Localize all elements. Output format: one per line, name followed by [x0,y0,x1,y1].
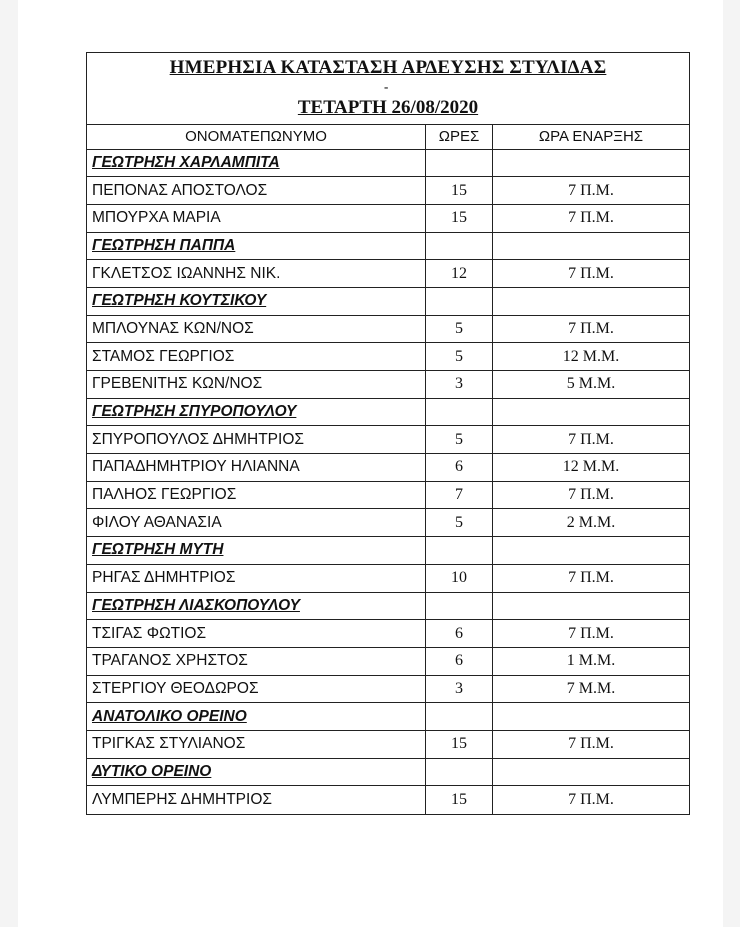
person-name: ΤΡΑΓΑΝΟΣ ΧΡΗΣΤΟΣ [87,647,426,675]
person-name: ΓΚΛΕΤΣΟΣ ΙΩΑΝΝΗΣ ΝΙΚ. [87,260,426,288]
table-row [87,786,689,814]
table-row [87,371,689,399]
title-dash: - [384,79,389,94]
start-time-cell: 7 Π.Μ. [493,564,690,592]
person-name: ΜΠΟΥΡΧΑ ΜΑΡΙΑ [87,204,426,232]
table-row [87,509,689,537]
start-time-cell: 7 Π.Μ. [493,177,690,205]
borehole-group-name: ΓΕΩΤΡΗΣΗ ΠΑΠΠΑ [87,232,426,260]
group-row [87,703,689,731]
hours-cell: 5 [426,509,493,537]
person-name: ΣΠΥΡΟΠΟΥΛΟΣ ΔΗΜΗΤΡΙΟΣ [87,426,426,454]
hours-cell: 5 [426,426,493,454]
start-time-cell: 7 Π.Μ. [493,315,690,343]
start-time-cell: 12 Μ.Μ. [493,454,690,482]
start-time-cell: 7 Π.Μ. [493,620,690,648]
person-name: ΣΤΑΜΟΣ ΓΕΩΡΓΙΟΣ [87,343,426,371]
table-row [87,343,689,371]
hours-cell: 6 [426,454,493,482]
hours-cell [426,398,493,426]
start-time-cell: 2 Μ.Μ. [493,509,690,537]
borehole-group-name: ΓΕΩΤΡΗΣΗ ΣΠΥΡΟΠΟΥΛΟΥ [87,398,426,426]
hours-cell [426,758,493,786]
table-row [87,426,689,454]
start-time-cell: 7 Π.Μ. [493,204,690,232]
hours-cell: 5 [426,343,493,371]
document-page [18,0,723,927]
document-title: ΗΜΕΡΗΣΙΑ ΚΑΤΑΣΤΑΣΗ ΑΡΔΕΥΣΗΣ ΣΤΥΛΙΔΑΣ [169,57,607,78]
borehole-group-name: ΔΥΤΙΚΟ ΟΡΕΙΝΟ [87,758,426,786]
table-row [87,260,689,288]
hours-cell: 10 [426,564,493,592]
group-row [87,232,689,260]
hours-cell [426,537,493,565]
hours-cell: 15 [426,177,493,205]
group-row [87,398,689,426]
start-time-cell [493,232,690,260]
title-block [87,53,689,125]
start-time-cell: 12 Μ.Μ. [493,343,690,371]
group-row [87,758,689,786]
hours-cell: 6 [426,620,493,648]
borehole-group-name: ΓΕΩΤΡΗΣΗ ΚΟΥΤΣΙΚΟΥ [87,287,426,315]
start-time-cell [493,149,690,177]
table-row [87,564,689,592]
start-time-cell: 7 Π.Μ. [493,426,690,454]
start-time-cell: 7 Μ.Μ. [493,675,690,703]
start-time-cell [493,398,690,426]
schedule-table [87,125,689,814]
person-name: ΡΗΓΑΣ ΔΗΜΗΤΡΙΟΣ [87,564,426,592]
hours-cell: 15 [426,786,493,814]
person-name: ΠΑΠΑΔΗΜΗΤΡΙΟΥ ΗΛΙΑΝΝΑ [87,454,426,482]
table-body [87,149,689,814]
person-name: ΓΡΕΒΕΝΙΤΗΣ ΚΩΝ/ΝΟΣ [87,371,426,399]
table-row [87,315,689,343]
hours-cell [426,287,493,315]
irrigation-schedule-sheet [86,52,690,815]
table-row [87,454,689,482]
group-row [87,149,689,177]
table-row [87,177,689,205]
person-name: ΤΣΙΓΑΣ ΦΩΤΙΟΣ [87,620,426,648]
start-time-cell: 5 Μ.Μ. [493,371,690,399]
header-hours: ΩΡΕΣ [426,125,493,149]
group-row [87,537,689,565]
start-time-cell: 7 Π.Μ. [493,730,690,758]
start-time-cell [493,758,690,786]
table-row [87,620,689,648]
group-row [87,592,689,620]
group-row [87,287,689,315]
borehole-group-name: ΓΕΩΤΡΗΣΗ ΧΑΡΛΑΜΠΙΤΑ [87,149,426,177]
header-start-time: ΩΡΑ ΕΝΑΡΞΗΣ [493,125,690,149]
start-time-cell [493,537,690,565]
start-time-cell [493,287,690,315]
person-name: ΜΠΛΟΥΝΑΣ ΚΩΝ/ΝΟΣ [87,315,426,343]
document-date: ΤΕΤΑΡΤΗ 26/08/2020 [297,97,479,118]
start-time-cell: 7 Π.Μ. [493,481,690,509]
person-name: ΤΡΙΓΚΑΣ ΣΤΥΛΙΑΝΟΣ [87,730,426,758]
hours-cell: 12 [426,260,493,288]
hours-cell: 7 [426,481,493,509]
borehole-group-name: ΓΕΩΤΡΗΣΗ ΛΙΑΣΚΟΠΟΥΛΟΥ [87,592,426,620]
hours-cell [426,703,493,731]
table-row [87,481,689,509]
person-name: ΣΤΕΡΓΙΟΥ ΘΕΟΔΩΡΟΣ [87,675,426,703]
table-header-row [87,125,689,149]
table-row [87,730,689,758]
hours-cell: 15 [426,204,493,232]
person-name: ΠΕΠΟΝΑΣ ΑΠΟΣΤΟΛΟΣ [87,177,426,205]
hours-cell [426,592,493,620]
hours-cell [426,232,493,260]
hours-cell: 3 [426,675,493,703]
hours-cell: 15 [426,730,493,758]
start-time-cell: 7 Π.Μ. [568,790,614,808]
person-name: ΛΥΜΠΕΡΗΣ ΔΗΜΗΤΡΙΟΣ [87,786,426,814]
start-time-cell: 7 Π.Μ. [493,260,690,288]
header-name: ΟΝΟΜΑΤΕΠΩΝΥΜΟ [87,125,426,149]
borehole-group-name: ΑΝΑΤΟΛΙΚΟ ΟΡΕΙΝΟ [87,703,426,731]
table-row [87,647,689,675]
start-time-cell [493,592,690,620]
start-time-cell: 1 Μ.Μ. [493,647,690,675]
person-name: ΦΙΛΟΥ ΑΘΑΝΑΣΙΑ [87,509,426,537]
hours-cell [426,149,493,177]
table-row [87,675,689,703]
borehole-group-name: ΓΕΩΤΡΗΣΗ ΜΥΤΗ [87,537,426,565]
start-time-cell [493,703,690,731]
hours-cell: 5 [426,315,493,343]
hours-cell: 6 [426,647,493,675]
hours-cell: 3 [426,371,493,399]
table-row [87,204,689,232]
person-name: ΠΑΛΗΟΣ ΓΕΩΡΓΙΟΣ [87,481,426,509]
